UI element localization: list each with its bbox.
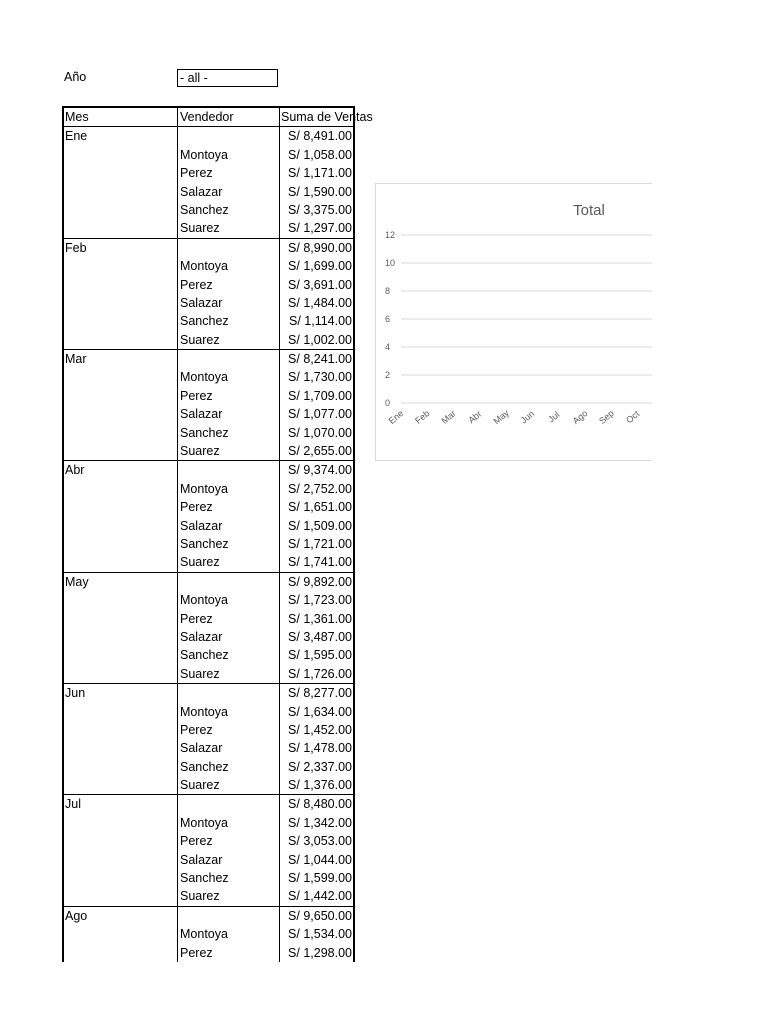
total-chart-svg [376, 184, 652, 461]
pivot-body [64, 127, 353, 962]
month-cell-empty [64, 368, 178, 386]
seller-name[interactable]: Sanchez [178, 424, 280, 442]
y-tick-label: 6 [385, 314, 391, 324]
month-cell-empty [64, 832, 178, 850]
seller-row [64, 944, 353, 962]
month-cell-empty [64, 665, 178, 683]
month-label[interactable]: Ene [64, 127, 178, 145]
month-cell-empty [64, 887, 178, 905]
seller-name[interactable]: Montoya [178, 925, 280, 943]
seller-row [64, 442, 353, 460]
seller-sales-value: S/ 1,699.00 [288, 259, 352, 274]
month-label[interactable]: Ago [64, 907, 178, 925]
seller-row [64, 628, 353, 646]
seller-name[interactable]: Sanchez [178, 535, 280, 553]
seller-name[interactable]: Montoya [178, 703, 280, 721]
seller-sales-value: S/ 1,452.00 [288, 722, 352, 737]
seller-name[interactable]: Salazar [178, 739, 280, 757]
seller-sales-value: S/ 1,114.00 [288, 314, 352, 329]
seller-sales-value: S/ 1,044.00 [288, 852, 352, 867]
month-label[interactable]: Jun [64, 684, 178, 702]
seller-row [64, 591, 353, 609]
month-total-row [64, 572, 353, 591]
seller-sales-value: S/ 1,726.00 [288, 666, 352, 681]
seller-name[interactable]: Sanchez [178, 869, 280, 887]
seller-sales-value: S/ 1,595.00 [288, 648, 352, 663]
seller-row [64, 739, 353, 757]
seller-name[interactable]: Suarez [178, 887, 280, 905]
seller-sales-value: S/ 1,002.00 [288, 332, 352, 347]
seller-sales-value: S/ 3,487.00 [288, 629, 352, 644]
seller-row [64, 832, 353, 850]
seller-sales-value: S/ 2,655.00 [288, 444, 352, 459]
seller-name[interactable]: Montoya [178, 814, 280, 832]
seller-row [64, 387, 353, 405]
seller-row [64, 646, 353, 664]
seller-sales-value: S/ 1,599.00 [288, 871, 352, 886]
month-total-row [64, 906, 353, 925]
seller-name[interactable]: Suarez [178, 776, 280, 794]
seller-name[interactable]: Perez [178, 832, 280, 850]
pivot-header-row [64, 108, 373, 127]
month-cell-empty [64, 424, 178, 442]
seller-row [64, 851, 353, 869]
month-cell-empty [64, 164, 178, 182]
seller-name[interactable]: Suarez [178, 665, 280, 683]
seller-cell-empty [178, 239, 280, 257]
month-total-value: S/ 9,650.00 [288, 908, 352, 923]
month-cell-empty [64, 703, 178, 721]
month-cell-empty [64, 944, 178, 962]
sales-sum-column-header: Suma de Ventas [281, 110, 373, 124]
seller-sales-value: S/ 1,058.00 [288, 147, 352, 162]
seller-name[interactable]: Montoya [178, 368, 280, 386]
seller-name[interactable]: Salazar [178, 294, 280, 312]
seller-row [64, 331, 353, 349]
y-tick-label: 2 [385, 370, 391, 380]
seller-row [64, 703, 353, 721]
seller-name[interactable]: Montoya [178, 480, 280, 498]
year-filter-dropdown[interactable]: - all - [177, 69, 278, 87]
seller-sales-value: S/ 1,376.00 [288, 778, 352, 793]
seller-row [64, 164, 353, 182]
month-total-value: S/ 8,241.00 [288, 352, 352, 367]
seller-cell-empty [178, 684, 280, 702]
seller-name[interactable]: Perez [178, 164, 280, 182]
seller-name[interactable]: Montoya [178, 146, 280, 164]
x-tick-label: Jul [546, 409, 562, 425]
month-cell-empty [64, 387, 178, 405]
month-cell-empty [64, 146, 178, 164]
seller-sales-value: S/ 1,730.00 [288, 370, 352, 385]
month-cell-empty [64, 219, 178, 237]
month-cell-empty [64, 183, 178, 201]
month-cell-empty [64, 814, 178, 832]
month-cell-empty [64, 405, 178, 423]
seller-row [64, 480, 353, 498]
month-cell-empty [64, 610, 178, 628]
seller-name[interactable]: Perez [178, 276, 280, 294]
seller-column-header[interactable]: Vendedor [178, 108, 280, 126]
seller-sales-value: S/ 1,534.00 [288, 927, 352, 942]
month-total-value: S/ 8,480.00 [288, 797, 352, 812]
month-cell-empty [64, 201, 178, 219]
seller-sales-value: S/ 1,297.00 [288, 221, 352, 236]
month-cell-empty [64, 758, 178, 776]
seller-name[interactable]: Sanchez [178, 312, 280, 330]
month-cell-empty [64, 276, 178, 294]
year-filter-label: Año [64, 70, 87, 84]
y-tick-label: 10 [385, 258, 396, 268]
month-label[interactable]: May [64, 573, 178, 591]
seller-sales-value: S/ 3,375.00 [288, 202, 352, 217]
seller-row [64, 424, 353, 442]
seller-name[interactable]: Perez [178, 610, 280, 628]
y-tick-label: 12 [385, 230, 396, 240]
seller-sales-value: S/ 1,590.00 [288, 184, 352, 199]
seller-name[interactable]: Perez [178, 498, 280, 516]
seller-row [64, 257, 353, 275]
month-cell-empty [64, 257, 178, 275]
seller-row [64, 498, 353, 516]
month-cell-empty [64, 480, 178, 498]
x-tick-label: Mar [439, 408, 458, 426]
seller-sales-value: S/ 1,484.00 [288, 295, 352, 310]
seller-sales-value: S/ 1,509.00 [288, 518, 352, 533]
x-tick-label: Ene [386, 408, 406, 426]
x-tick-label: Feb [413, 408, 432, 426]
month-label[interactable]: Abr [64, 461, 178, 479]
month-cell-empty [64, 591, 178, 609]
seller-row [64, 219, 353, 237]
seller-row [64, 312, 353, 330]
seller-sales-value: S/ 1,171.00 [288, 166, 352, 181]
seller-sales-value: S/ 1,070.00 [288, 425, 352, 440]
month-cell-empty [64, 553, 178, 571]
seller-name[interactable]: Salazar [178, 183, 280, 201]
seller-sales-value: S/ 3,691.00 [288, 277, 352, 292]
seller-row [64, 665, 353, 683]
month-cell-empty [64, 312, 178, 330]
seller-row [64, 517, 353, 535]
month-total-value: S/ 8,491.00 [288, 129, 352, 144]
month-cell-empty [64, 498, 178, 516]
month-cell-empty [64, 294, 178, 312]
seller-sales-value: S/ 1,709.00 [288, 388, 352, 403]
seller-row [64, 553, 353, 571]
seller-sales-value: S/ 2,752.00 [288, 481, 352, 496]
x-tick-label: Jun [518, 408, 537, 426]
seller-cell-empty [178, 907, 280, 925]
seller-row [64, 294, 353, 312]
seller-cell-empty [178, 795, 280, 813]
month-label[interactable]: Mar [64, 350, 178, 368]
seller-row [64, 183, 353, 201]
seller-row [64, 535, 353, 553]
x-tick-label: May [491, 407, 511, 427]
seller-sales-value: S/ 1,442.00 [288, 889, 352, 904]
seller-row [64, 405, 353, 423]
seller-sales-value: S/ 1,723.00 [288, 593, 352, 608]
seller-row [64, 276, 353, 294]
seller-cell-empty [178, 127, 280, 145]
month-cell-empty [64, 851, 178, 869]
seller-sales-value: S/ 3,053.00 [288, 834, 352, 849]
month-cell-empty [64, 535, 178, 553]
y-tick-label: 0 [385, 398, 391, 408]
seller-sales-value: S/ 1,651.00 [288, 500, 352, 515]
month-cell-empty [64, 646, 178, 664]
month-cell-empty [64, 739, 178, 757]
x-tick-label: Ago [570, 408, 590, 426]
month-total-value: S/ 9,892.00 [288, 574, 352, 589]
month-cell-empty [64, 925, 178, 943]
month-cell-empty [64, 628, 178, 646]
month-total-row [64, 683, 353, 702]
seller-cell-empty [178, 461, 280, 479]
month-total-value: S/ 9,374.00 [288, 463, 352, 478]
x-tick-label: Oct [624, 408, 642, 426]
seller-row [64, 146, 353, 164]
seller-name[interactable]: Salazar [178, 517, 280, 535]
seller-row [64, 925, 353, 943]
seller-row [64, 887, 353, 905]
seller-row [64, 758, 353, 776]
month-cell-empty [64, 331, 178, 349]
month-total-row [64, 794, 353, 813]
seller-row [64, 610, 353, 628]
total-chart[interactable] [375, 183, 652, 461]
seller-sales-value: S/ 1,634.00 [288, 704, 352, 719]
chart-title: Total [573, 202, 605, 219]
seller-sales-value: S/ 1,361.00 [288, 611, 352, 626]
seller-row [64, 776, 353, 794]
month-column-header[interactable]: Mes [64, 108, 178, 126]
month-label[interactable]: Feb [64, 239, 178, 257]
month-cell-empty [64, 442, 178, 460]
seller-sales-value: S/ 1,741.00 [288, 555, 352, 570]
seller-row [64, 201, 353, 219]
seller-name[interactable]: Sanchez [178, 201, 280, 219]
seller-sales-value: S/ 1,342.00 [288, 815, 352, 830]
seller-sales-value: S/ 1,721.00 [288, 536, 352, 551]
month-label[interactable]: Jul [64, 795, 178, 813]
seller-name[interactable]: Montoya [178, 591, 280, 609]
seller-row [64, 814, 353, 832]
x-tick-label: Sep [597, 408, 616, 426]
month-total-value: S/ 8,277.00 [288, 686, 352, 701]
seller-row [64, 869, 353, 887]
y-tick-label: 4 [385, 342, 391, 352]
seller-row [64, 721, 353, 739]
seller-name[interactable]: Salazar [178, 628, 280, 646]
seller-row [64, 368, 353, 386]
seller-name[interactable]: Sanchez [178, 646, 280, 664]
seller-name[interactable]: Perez [178, 387, 280, 405]
month-total-row [64, 238, 353, 257]
seller-name[interactable]: Salazar [178, 405, 280, 423]
month-total-row [64, 460, 353, 479]
month-cell-empty [64, 721, 178, 739]
y-tick-label: 8 [385, 286, 391, 296]
x-tick-label: Abr [466, 408, 484, 426]
month-total-row [64, 349, 353, 368]
seller-name[interactable]: Suarez [178, 553, 280, 571]
seller-name[interactable]: Suarez [178, 331, 280, 349]
seller-sales-value: S/ 2,337.00 [288, 759, 352, 774]
seller-cell-empty [178, 350, 280, 368]
seller-sales-value: S/ 1,077.00 [288, 407, 352, 422]
seller-name[interactable]: Suarez [178, 219, 280, 237]
seller-name[interactable]: Perez [178, 721, 280, 739]
month-cell-empty [64, 869, 178, 887]
month-total-row [64, 127, 353, 145]
month-total-value: S/ 8,990.00 [288, 240, 352, 255]
seller-sales-value: S/ 1,478.00 [288, 741, 352, 756]
seller-sales-value: S/ 1,298.00 [288, 945, 352, 960]
month-cell-empty [64, 776, 178, 794]
pivot-table [62, 106, 373, 962]
seller-name[interactable]: Salazar [178, 851, 280, 869]
seller-name[interactable]: Suarez [178, 442, 280, 460]
seller-name[interactable]: Sanchez [178, 758, 280, 776]
seller-name[interactable]: Montoya [178, 257, 280, 275]
month-cell-empty [64, 517, 178, 535]
seller-name[interactable]: Perez [178, 944, 280, 962]
seller-cell-empty [178, 573, 280, 591]
